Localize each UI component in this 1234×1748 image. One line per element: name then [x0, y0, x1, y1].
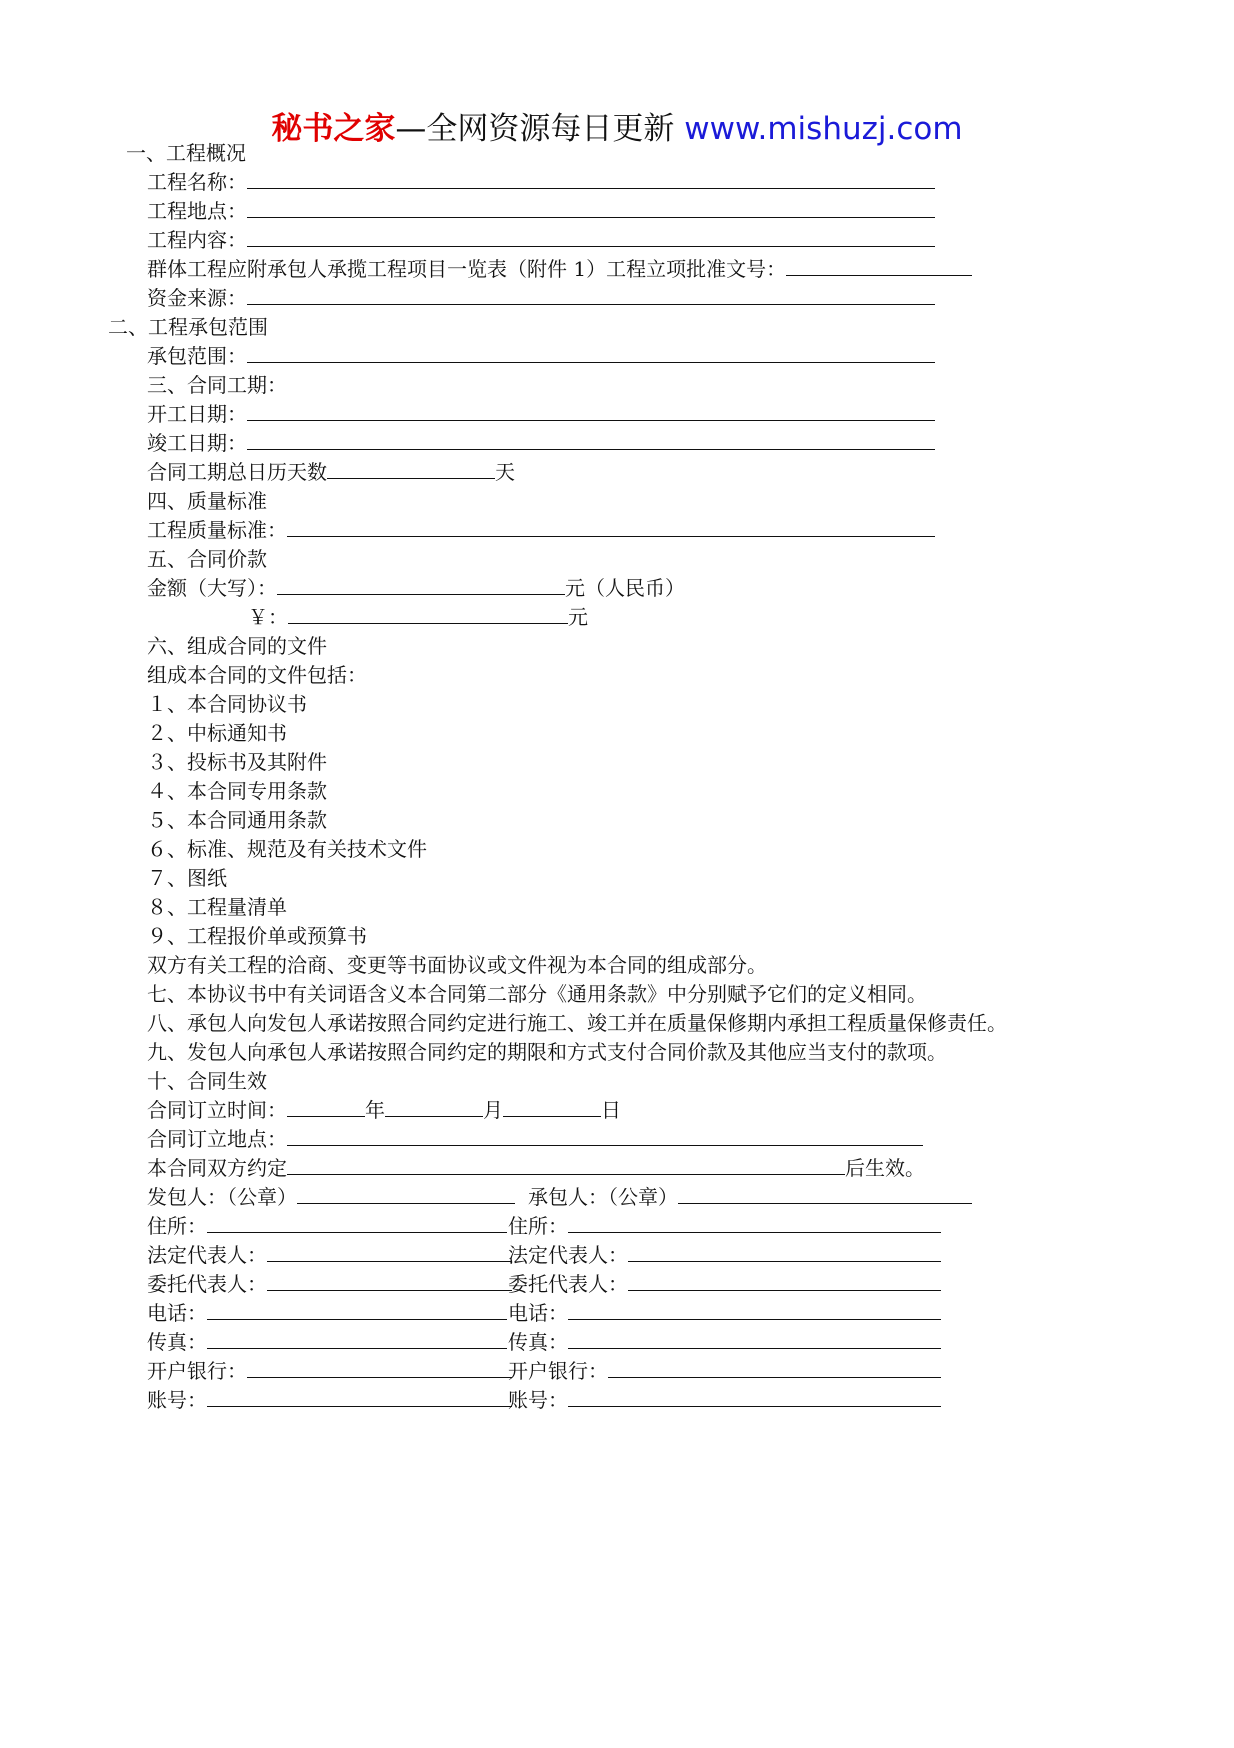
contractor-legal-rep-label: 法定代表人： — [508, 1243, 628, 1267]
project-content-row — [147, 228, 935, 252]
section-1-title: 一、工程概况 — [126, 141, 246, 165]
total-days-label: 合同工期总日历天数 — [147, 460, 327, 484]
end-date-field[interactable] — [247, 431, 935, 450]
employer-seal-row — [147, 1185, 515, 1209]
contractor-legal-rep-field[interactable] — [628, 1243, 941, 1262]
employer-seal-field[interactable] — [297, 1185, 515, 1204]
employer-legal-rep-row — [147, 1243, 512, 1267]
section-6-title: 六、组成合同的文件 — [147, 634, 327, 658]
project-place-row — [147, 199, 935, 223]
amount-figures-field[interactable] — [288, 605, 568, 624]
effective-condition-row — [147, 1156, 925, 1180]
contractor-phone-row — [508, 1301, 941, 1325]
document-item: ３、投标书及其附件 — [147, 750, 327, 774]
project-name-label: 工程名称： — [147, 170, 247, 194]
section-4-title: 四、质量标准 — [147, 489, 267, 513]
contractor-phone-field[interactable] — [568, 1301, 941, 1320]
quality-label: 工程质量标准： — [147, 518, 287, 542]
documents-note: 双方有关工程的洽商、变更等书面协议或文件视为本合同的组成部分。 — [147, 953, 767, 977]
signing-place-label: 合同订立地点： — [147, 1127, 287, 1151]
document-item: ５、本合同通用条款 — [147, 808, 327, 832]
clause-7: 七、本协议书中有关词语含义本合同第二部分《通用条款》中分别赋予它们的定义相同。 — [147, 982, 927, 1006]
contractor-bank-label: 开户银行： — [508, 1359, 608, 1383]
total-days-field[interactable] — [327, 460, 495, 479]
signing-place-field[interactable] — [287, 1127, 923, 1146]
employer-agent-label: 委托代表人： — [147, 1272, 267, 1296]
quality-row — [147, 518, 935, 542]
employer-bank-row — [147, 1359, 512, 1383]
clause-9: 九、发包人向承包人承诺按照合同约定的期限和方式支付合同价款及其他应当支付的款项。 — [147, 1040, 947, 1064]
scope-row — [147, 344, 935, 368]
documents-intro: 组成本合同的文件包括： — [147, 663, 367, 687]
contractor-phone-label: 电话： — [508, 1301, 568, 1325]
employer-legal-rep-label: 法定代表人： — [147, 1243, 267, 1267]
contractor-address-field[interactable] — [568, 1214, 941, 1233]
signing-month-field[interactable] — [385, 1098, 483, 1117]
amount-words-field[interactable] — [277, 576, 565, 595]
contractor-bank-field[interactable] — [608, 1359, 941, 1378]
employer-account-field[interactable] — [207, 1388, 512, 1407]
total-days-unit: 天 — [495, 460, 515, 484]
employer-address-row — [147, 1214, 507, 1238]
employer-agent-field[interactable] — [267, 1272, 512, 1291]
employer-legal-rep-field[interactable] — [267, 1243, 512, 1262]
fund-source-label: 资金来源： — [147, 286, 247, 310]
employer-phone-label: 电话： — [147, 1301, 207, 1325]
end-date-row — [147, 431, 935, 455]
employer-address-field[interactable] — [207, 1214, 507, 1233]
signing-year-field[interactable] — [287, 1098, 365, 1117]
fund-source-field[interactable] — [247, 286, 935, 305]
contractor-fax-field[interactable] — [568, 1330, 941, 1349]
effective-condition-suffix: 后生效。 — [845, 1156, 925, 1180]
document-item: １、本合同协议书 — [147, 692, 307, 716]
employer-bank-field[interactable] — [247, 1359, 512, 1378]
contractor-agent-row — [508, 1272, 941, 1296]
amount-words-row — [147, 576, 685, 600]
document-item: ９、工程报价单或预算书 — [147, 924, 367, 948]
signing-place-row — [147, 1127, 923, 1151]
document-item: ７、图纸 — [147, 866, 227, 890]
project-content-label: 工程内容： — [147, 228, 247, 252]
effective-condition-label: 本合同双方约定 — [147, 1156, 287, 1180]
employer-account-label: 账号： — [147, 1388, 207, 1412]
effective-condition-field[interactable] — [287, 1156, 845, 1175]
document-item: ２、中标通知书 — [147, 721, 287, 745]
amount-figures-label: ￥： — [248, 605, 288, 629]
employer-phone-field[interactable] — [207, 1301, 507, 1320]
contractor-bank-row — [508, 1359, 941, 1383]
contractor-account-label: 账号： — [508, 1388, 568, 1412]
contractor-seal-row — [528, 1185, 972, 1209]
fund-source-row — [147, 286, 935, 310]
document-item: ４、本合同专用条款 — [147, 779, 327, 803]
document-item: ６、标准、规范及有关技术文件 — [147, 837, 427, 861]
project-place-label: 工程地点： — [147, 199, 247, 223]
header-dash: — — [395, 111, 427, 147]
amount-words-unit: 元（人民币） — [565, 576, 685, 600]
amount-words-label: 金额（大写）： — [147, 576, 277, 600]
start-date-label: 开工日期： — [147, 402, 247, 426]
project-name-row — [147, 170, 935, 194]
approval-number-row — [147, 257, 972, 281]
project-content-field[interactable] — [247, 228, 935, 247]
employer-agent-row — [147, 1272, 512, 1296]
employer-phone-row — [147, 1301, 507, 1325]
employer-fax-field[interactable] — [207, 1330, 507, 1349]
contractor-seal-label: 承包人：（公章） — [528, 1185, 678, 1209]
contractor-account-field[interactable] — [568, 1388, 941, 1407]
scope-label: 承包范围： — [147, 344, 247, 368]
signing-time-label: 合同订立时间： — [147, 1098, 287, 1122]
approval-number-field[interactable] — [786, 257, 972, 276]
signing-day-field[interactable] — [503, 1098, 601, 1117]
section-2-title: 二、工程承包范围 — [108, 315, 268, 339]
contractor-address-label: 住所： — [508, 1214, 568, 1238]
contractor-fax-row — [508, 1330, 941, 1354]
amount-figures-unit: 元 — [568, 605, 588, 629]
scope-field[interactable] — [247, 344, 935, 363]
employer-account-row — [147, 1388, 512, 1412]
employer-fax-row — [147, 1330, 507, 1354]
document-item: ８、工程量清单 — [147, 895, 287, 919]
site-url-link[interactable]: www.mishuzj.com — [684, 111, 963, 147]
approval-number-label: 群体工程应附承包人承揽工程项目一览表（附件 1）工程立项批准文号： — [147, 257, 787, 281]
header-slogan: 全网资源每日更新 — [426, 111, 675, 147]
month-label: 月 — [483, 1098, 503, 1122]
project-place-field[interactable] — [247, 199, 935, 218]
section-5-title: 五、合同价款 — [147, 547, 267, 571]
employer-bank-label: 开户银行： — [147, 1359, 247, 1383]
contractor-seal-field[interactable] — [678, 1185, 972, 1204]
section-3-title: 三、合同工期： — [147, 373, 287, 397]
amount-figures-row — [248, 605, 588, 629]
clause-8: 八、承包人向发包人承诺按照合同约定进行施工、竣工并在质量保修期内承担工程质量保修责任。 — [147, 1011, 1007, 1035]
employer-fax-label: 传真： — [147, 1330, 207, 1354]
brand-name: 秘书之家 — [271, 111, 396, 147]
section-10-title: 十、合同生效 — [147, 1069, 267, 1093]
end-date-label: 竣工日期： — [147, 431, 247, 455]
quality-field[interactable] — [287, 518, 935, 537]
contractor-fax-label: 传真： — [508, 1330, 568, 1354]
contractor-agent-field[interactable] — [628, 1272, 941, 1291]
contractor-agent-label: 委托代表人： — [508, 1272, 628, 1296]
project-name-field[interactable] — [247, 170, 935, 189]
signing-time-row — [147, 1098, 621, 1122]
employer-seal-label: 发包人：（公章） — [147, 1185, 297, 1209]
start-date-field[interactable] — [247, 402, 935, 421]
employer-address-label: 住所： — [147, 1214, 207, 1238]
contractor-legal-rep-row — [508, 1243, 941, 1267]
day-label: 日 — [601, 1098, 621, 1122]
start-date-row — [147, 402, 935, 426]
contractor-address-row — [508, 1214, 941, 1238]
contractor-account-row — [508, 1388, 941, 1412]
total-days-row — [147, 460, 515, 484]
year-label: 年 — [365, 1098, 385, 1122]
